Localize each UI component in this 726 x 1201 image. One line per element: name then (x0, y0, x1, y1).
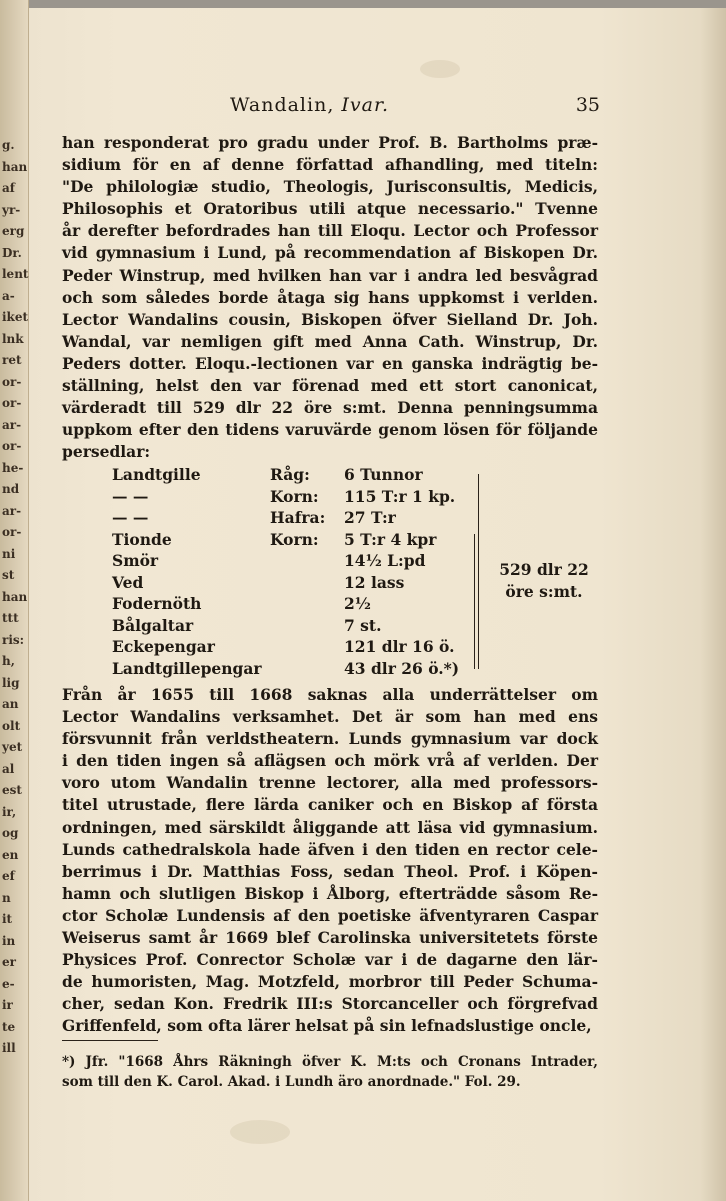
table-row (112, 593, 482, 615)
table-row (112, 486, 482, 508)
paragraph-2 (62, 684, 598, 1038)
paragraph-1-line: Peders dotter. Eloqu.-lectionen var en ganska indrägtig be- (62, 353, 598, 373)
table-total-line2: öre s:mt. (505, 582, 583, 601)
facing-page-fragment: or- (2, 439, 22, 453)
table-row (112, 615, 482, 637)
paragraph-2-line: Weiserus samt år 1669 blef Carolinska universitetets förste (62, 928, 598, 948)
facing-page-fragment: ef (2, 869, 15, 883)
paragraph-2-line: Lunds cathedralskola hade äfven i den tiden en rector cele- (62, 839, 598, 859)
running-head-name: Wandalin, (230, 94, 335, 116)
facing-page-fragment: lent (2, 267, 29, 281)
running-header (60, 94, 600, 118)
facing-page-fragment: ar- (2, 417, 22, 432)
paragraph-2-line: Griffenfeld, som ofta lärer helsat på sin lefnadslustige oncle, (62, 1016, 592, 1036)
scan-edge (0, 0, 726, 8)
table-quantity: 12 lass (344, 572, 405, 592)
table-item: Fodernöth (112, 594, 202, 613)
paragraph-2-line: Physices Prof. Conrector Scholæ var i de dagarne den lär- (62, 950, 598, 970)
table-quantity: 6 Tunnor (344, 465, 423, 484)
table-category: Korn: (270, 529, 319, 549)
facing-page-fragment: og (2, 826, 19, 840)
paragraph-1-line: sidium för en af denne författad afhandling, med titeln: (62, 155, 598, 175)
table-quantity: 121 dlr 16 ö. (344, 637, 455, 656)
table-item: Eckepengar (112, 637, 215, 656)
paragraph-1-line: år derefter befordrades han till Eloqu. Lector och Professor (62, 221, 598, 241)
facing-page-fragments (2, 135, 29, 1060)
facing-page-fragment: en (2, 847, 19, 862)
facing-page-fragment: ret (2, 353, 22, 367)
facing-page-fragment: an (2, 697, 19, 711)
paragraph-2-line: berrimus i Dr. Matthias Foss, sedan Theol. Prof. i Köpen- (62, 861, 598, 881)
footnote-line: som till den K. Carol. Akad. i Lundh äro anordnade." Fol. 29. (62, 1074, 521, 1090)
paragraph-2-line: Lector Wandalins verksamhet. Det är som han med ens (62, 707, 598, 727)
running-head-given: Ivar. (341, 94, 390, 116)
table-quantity: 5 T:r 4 kpr (344, 529, 437, 549)
page-number: 35 (575, 94, 600, 116)
table-item: Tionde (112, 529, 172, 549)
paragraph-1-line: uppkom efter den tidens varuvärde genom lösen för följande (62, 420, 598, 440)
facing-page-fragment: ir, (2, 804, 17, 819)
table-category: Korn: (270, 486, 319, 506)
paragraph-2-line: de humoristen, Mag. Motzfeld, morbror till Peder Schuma- (62, 972, 598, 992)
paragraph-1-line: värderadt till 529 dlr 22 öre s:mt. Denna penningsumma (62, 398, 598, 418)
facing-page-fragment: olt (2, 718, 21, 733)
footnote-line: *) Jfr. "1668 Åhrs Räkningh öfver K. M:ts och Cronans Intrader, (62, 1054, 598, 1070)
facing-page-fragment: yet (2, 740, 23, 754)
paragraph-2-line: voro utom Wandalin trenne lectorer, alla med professors- (62, 773, 598, 793)
facing-page-fragment: est (2, 783, 22, 797)
table-quantity: 43 dlr 26 ö.*) (344, 658, 460, 678)
table-item: Landtgillepengar (112, 658, 262, 678)
paragraph-2-line: ctor Scholæ Lundensis af den poetiske äfventyraren Caspar (62, 905, 598, 925)
facing-page-fragment: al (2, 761, 15, 776)
footnote-rule (62, 1040, 158, 1041)
table-row (112, 636, 482, 658)
paragraph-1-line: Philosophis et Oratoribus utili atque necessario." Tvenne (62, 199, 598, 219)
paragraph-1-line: vid gymnasium i Lund, på recommendation af Biskopen Dr. (62, 243, 598, 263)
table-quantity: 14½ L:pd (344, 551, 426, 570)
paragraph-1-line: Wandal, var nemligen gift med Anna Cath. Winstrup, Dr. (62, 331, 598, 351)
footnote (62, 1052, 598, 1092)
paragraph-1-line: och som således borde åtaga sig hans uppkomst i verlden. (62, 287, 598, 307)
table-quantity: 27 T:r (344, 508, 396, 527)
table-quantity: 7 st. (344, 615, 382, 635)
facing-page-fragment: nd (2, 482, 20, 496)
facing-page-fragment: ttt (2, 611, 19, 625)
facing-page-fragment: han (2, 159, 28, 174)
facing-page-fragment: he- (2, 460, 24, 475)
facing-page-fragment: lnk (2, 331, 24, 346)
facing-page-fragment: a- (2, 288, 15, 303)
paper-stain (420, 60, 460, 78)
table-quantity: 115 T:r 1 kp. (344, 486, 456, 506)
facing-page-fragment: af (2, 181, 15, 195)
facing-page-fragment: st (2, 568, 15, 582)
facing-page-fragment: e- (2, 976, 15, 991)
table-item: Bålgaltar (112, 615, 194, 635)
paragraph-2-line: cher, sedan Kon. Fredrik III:s Storcanceller och förgrefvad (62, 994, 598, 1014)
table-item: Landtgille (112, 465, 201, 484)
facing-page-fragment: or- (2, 374, 22, 389)
facing-page-fragment: or- (2, 525, 22, 539)
paragraph-2-line: försvunnit från verldstheatern. Lunds gymnasium var dock (62, 729, 598, 749)
paragraph-1-line: han responderat pro gradu under Prof. B. Bartholms præ- (62, 133, 598, 152)
table-quantity: 2½ (344, 594, 371, 613)
table-brace-right (466, 534, 475, 669)
facing-page-fragment: yr- (2, 202, 21, 217)
facing-page-fragment: ris: (2, 632, 25, 647)
paragraph-2-line: Från år 1655 till 1668 saknas alla underrättelser om (62, 685, 598, 704)
running-head (230, 94, 389, 116)
paragraph-1 (62, 132, 598, 463)
facing-page-fragment: h, (2, 654, 15, 668)
facing-page-fragment: ir (2, 998, 13, 1012)
paragraph-1-line: Peder Winstrup, med hvilken han var i andra led besvågrad (62, 265, 598, 285)
facing-page-fragment: it (2, 912, 13, 926)
paragraph-1-line: ställning, helst den var förenad med ett stort canonicat, (62, 376, 598, 396)
facing-page-fragment: te (2, 1019, 16, 1034)
paragraph-1-line: persedlar: (62, 442, 151, 462)
facing-page-fragment: ill (2, 1041, 16, 1055)
paragraph-1-line: Lector Wandalins cousin, Biskopen öfver Sielland Dr. Joh. (62, 309, 598, 329)
table-item: Ved (112, 572, 144, 592)
table-row (112, 658, 482, 680)
facing-page-fragment: han (2, 589, 28, 604)
facing-page-fragment: in (2, 933, 16, 948)
table-row (112, 464, 482, 486)
facing-page-fragment: lig (2, 675, 20, 690)
table-row (112, 529, 482, 551)
facing-page-fragment: g. (2, 138, 15, 152)
paragraph-2-line: hamn och slutligen Biskop i Ålborg, efterträdde såsom Re- (62, 883, 598, 903)
income-table (112, 464, 602, 679)
table-item: — — (112, 508, 149, 527)
facing-page-fragment: erg (2, 224, 25, 238)
table-row (112, 507, 482, 529)
table-category: Råg: (270, 465, 310, 484)
paragraph-2-line: i den tiden ingen så aflägsen och mörk vrå af verlden. Der (62, 751, 598, 771)
facing-page-edge (0, 0, 29, 1201)
paragraph-1-line: "De philologiæ studio, Theologis, Jurisconsultis, Medicis, (62, 177, 598, 197)
table-row (112, 572, 482, 594)
facing-page-fragment: er (2, 955, 16, 969)
facing-page-fragment: n (2, 890, 11, 905)
table-total (484, 559, 604, 603)
table-total-line1: 529 dlr 22 (499, 560, 589, 579)
facing-page-fragment: ni (2, 546, 16, 561)
facing-page-fragment: iket (2, 310, 29, 324)
table-item: — — (112, 486, 149, 506)
paragraph-2-line: ordningen, med särskildt åliggande att läsa vid gymnasium. (62, 817, 598, 837)
table-row (112, 550, 482, 572)
facing-page-fragment: Dr. (2, 245, 22, 260)
table-category: Hafra: (270, 508, 326, 527)
paragraph-2-line: titel utrustade, flere lärda caniker och en Biskop af första (62, 795, 598, 815)
facing-page-fragment: ar- (2, 503, 22, 518)
paper-stain (230, 1120, 290, 1144)
table-item: Smör (112, 551, 159, 570)
facing-page-fragment: or- (2, 396, 22, 410)
